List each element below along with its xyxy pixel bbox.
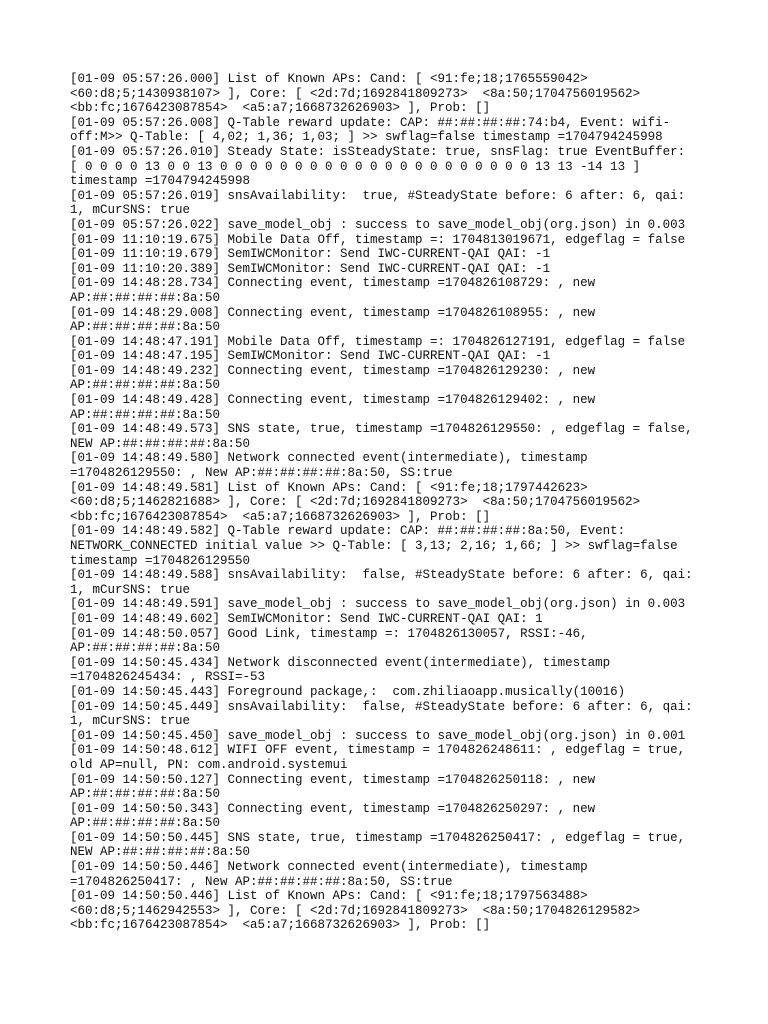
- log-line: [01-09 14:48:29.008] Connecting event, timestamp =1704826108955: , new: [70, 305, 596, 320]
- log-line: [01-09 14:48:49.591] save_model_obj : success to save_model_obj(org.json) in 0.003: [70, 597, 686, 612]
- log-line: NEW AP:##:##:##:##:8a:50: [70, 436, 251, 451]
- log-line: [01-09 05:57:26.000] List of Known APs: Cand: [ <91:fe;18;1765559042>: [70, 72, 588, 86]
- log-document: [70, 72, 760, 933]
- log-line: AP:##:##:##:##:8a:50: [70, 407, 221, 422]
- log-line: =1704826129550: , New AP:##:##:##:##:8a:50, SS:true: [70, 466, 453, 481]
- log-line: [01-09 14:50:45.450] save_model_obj : success to save_model_obj(org.json) in 0.001: [70, 728, 686, 743]
- log-line: [01-09 14:48:49.428] Connecting event, timestamp =1704826129402: , new: [70, 393, 596, 408]
- log-line: AP:##:##:##:##:8a:50: [70, 378, 221, 393]
- log-line: 1, mCurSNS: true: [70, 582, 191, 597]
- log-line: timestamp =1704794245998: [70, 174, 251, 189]
- log-line: [01-09 14:48:47.191] Mobile Data Off, timestamp =: 1704826127191, edgeflag = false: [70, 334, 686, 349]
- log-line: AP:##:##:##:##:8a:50: [70, 290, 221, 305]
- log-line: AP:##:##:##:##:8a:50: [70, 787, 221, 802]
- log-line: 1, mCurSNS: true: [70, 203, 191, 218]
- log-line: off:M>> Q-Table: [ 4,02; 1,36; 1,03; ] >> swflag=false timestamp =1704794245998: [70, 130, 663, 145]
- log-line: AP:##:##:##:##:8a:50: [70, 320, 221, 335]
- log-line: [ 0 0 0 0 13 0 0 13 0 0 0 0 0 0 0 0 0 0 0 0 0 0 0 0 0 0 0 0 0 13 13 -14 13 ]: [70, 159, 641, 174]
- log-line: timestamp =1704826129550: [70, 553, 251, 568]
- log-line: AP:##:##:##:##:8a:50: [70, 816, 221, 831]
- log-line: <bb:fc;1676423087854> <a5:a7;1668732626903> ], Prob: []: [70, 101, 491, 116]
- log-line: [01-09 14:48:49.581] List of Known APs: Cand: [ <91:fe;18;1797442623>: [70, 480, 588, 495]
- log-line: [01-09 11:10:20.389] SemIWCMonitor: Send IWC-CURRENT-QAI QAI: -1: [70, 261, 551, 276]
- log-line: [01-09 14:50:50.445] SNS state, true, timestamp =1704826250417: , edgeflag = true,: [70, 830, 686, 845]
- log-line: <60:d8;5;1462942553> ], Core: [ <2d:7d;1692841809273> <8a:50;1704826129582>: [70, 903, 641, 918]
- log-line: [01-09 11:10:19.679] SemIWCMonitor: Send IWC-CURRENT-QAI QAI: -1: [70, 247, 551, 262]
- log-line: [01-09 14:48:28.734] Connecting event, timestamp =1704826108729: , new: [70, 276, 596, 291]
- log-line: [01-09 14:50:45.449] snsAvailability: false, #SteadyState before: 6 after: 6, qai:: [70, 699, 693, 714]
- log-line: NETWORK_CONNECTED initial value >> Q-Table: [ 3,13; 2,16; 1,66; ] >> swflag=false: [70, 539, 678, 553]
- log-line: [01-09 05:57:26.010] Steady State: isSteadyState: true, snsFlag: true EventBuffer:: [70, 144, 686, 159]
- log-line: [01-09 14:48:49.580] Network connected event(intermediate), timestamp: [70, 451, 588, 466]
- log-line: [01-09 14:50:50.446] List of Known APs: Cand: [ <91:fe;18;1797563488>: [70, 889, 588, 904]
- log-line: [01-09 14:48:49.582] Q-Table reward update: CAP: ##:##:##:##:8a:50, Event:: [70, 524, 626, 539]
- log-line: [01-09 14:48:49.588] snsAvailability: false, #SteadyState before: 6 after: 6, qai:: [70, 568, 693, 583]
- log-line: [01-09 14:50:50.343] Connecting event, timestamp =1704826250297: , new: [70, 801, 596, 816]
- log-line: [01-09 14:50:50.446] Network connected event(intermediate), timestamp: [70, 860, 588, 875]
- log-line: [01-09 14:48:47.195] SemIWCMonitor: Send IWC-CURRENT-QAI QAI: -1: [70, 349, 551, 364]
- log-line: [01-09 14:48:49.232] Connecting event, timestamp =1704826129230: , new: [70, 363, 596, 378]
- log-line: [01-09 11:10:19.675] Mobile Data Off, timestamp =: 1704813019671, edgeflag = false: [70, 232, 686, 247]
- log-line: old AP=null, PN: com.android.systemui: [70, 757, 348, 772]
- log-line: 1, mCurSNS: true: [70, 714, 191, 729]
- log-line: [01-09 14:48:49.602] SemIWCMonitor: Send IWC-CURRENT-QAI QAI: 1: [70, 611, 543, 626]
- log-line: [01-09 05:57:26.008] Q-Table reward update: CAP: ##:##:##:##:74:b4, Event: wifi-: [70, 115, 671, 130]
- log-line: [01-09 05:57:26.022] save_model_obj : success to save_model_obj(org.json) in 0.003: [70, 217, 686, 232]
- log-line: [01-09 05:57:26.019] snsAvailability: true, #SteadyState before: 6 after: 6, qai:: [70, 188, 686, 203]
- log-line: [01-09 14:50:45.443] Foreground package,: com.zhiliaoapp.musically(10016): [70, 684, 626, 699]
- log-line: AP:##:##:##:##:8a:50: [70, 641, 221, 656]
- log-line: =1704826245434: , RSSI=-53: [70, 670, 266, 685]
- log-line: <bb:fc;1676423087854> <a5:a7;1668732626903> ], Prob: []: [70, 509, 491, 524]
- log-line: [01-09 14:48:50.057] Good Link, timestamp =: 1704826130057, RSSI:-46,: [70, 626, 588, 641]
- log-line: [01-09 14:50:45.434] Network disconnected event(intermediate), timestamp: [70, 655, 611, 670]
- log-line: <60:d8;5;1430938107> ], Core: [ <2d:7d;1692841809273> <8a:50;1704756019562>: [70, 86, 641, 101]
- log-line: <bb:fc;1676423087854> <a5:a7;1668732626903> ], Prob: []: [70, 918, 491, 933]
- log-line: [01-09 14:48:49.573] SNS state, true, timestamp =1704826129550: , edgeflag = false,: [70, 422, 693, 437]
- log-line: [01-09 14:50:48.612] WIFI OFF event, timestamp = 1704826248611: , edgeflag = true,: [70, 743, 686, 758]
- log-line: <60:d8;5;1462821688> ], Core: [ <2d:7d;1692841809273> <8a:50;1704756019562>: [70, 495, 641, 510]
- log-line: =1704826250417: , New AP:##:##:##:##:8a:50, SS:true: [70, 874, 453, 889]
- log-line: [01-09 14:50:50.127] Connecting event, timestamp =1704826250118: , new: [70, 772, 596, 787]
- log-line: NEW AP:##:##:##:##:8a:50: [70, 845, 251, 860]
